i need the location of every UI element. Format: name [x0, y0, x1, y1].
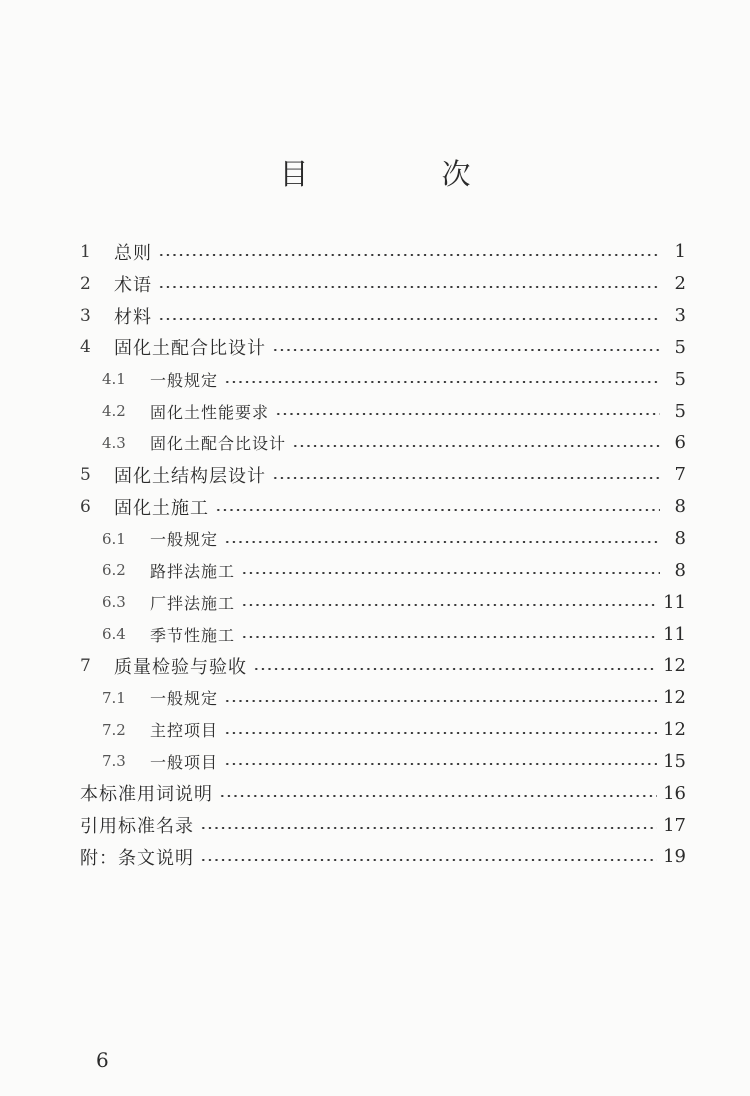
toc-entry-label: 引用标准名录 [80, 816, 194, 838]
toc-entry[interactable] [80, 523, 686, 555]
toc-leader-dots [253, 668, 657, 670]
toc-leader-dots [272, 349, 660, 351]
toc-entry-label: 一般规定 [150, 370, 219, 390]
toc-entry[interactable] [80, 427, 686, 459]
toc-leader-dots [224, 700, 657, 702]
toc-entry-page: 3 [674, 305, 686, 327]
toc-leader-dots [215, 509, 660, 511]
toc-entry-page: 11 [663, 623, 686, 645]
toc-entry-label: 主控项目 [150, 721, 219, 741]
toc-entry-page: 7 [674, 464, 686, 486]
toc-entry-label: 厂拌法施工 [150, 593, 236, 613]
toc-entry-label: 质量检验与验收 [114, 656, 247, 678]
toc-leader-dots [224, 763, 657, 765]
toc-entry-number: 6 [80, 496, 91, 517]
toc-entry-number: 4.1 [102, 370, 126, 389]
toc-entry-page: 6 [674, 432, 686, 454]
toc-entry-label: 材料 [114, 306, 152, 328]
toc-entry[interactable] [80, 268, 686, 300]
toc-entry-number: 5 [80, 464, 91, 485]
toc-entry-label: 固化土配合比设计 [150, 434, 287, 454]
toc-entry-number: 7 [80, 655, 91, 676]
toc-leader-dots [158, 286, 660, 288]
toc-entry-label: 一般规定 [150, 530, 219, 550]
toc-entry[interactable] [80, 841, 686, 873]
toc-entry-page: 19 [663, 846, 686, 868]
toc-entry-page: 11 [663, 591, 686, 613]
toc-leader-dots [224, 541, 660, 543]
toc-entry[interactable] [80, 809, 686, 841]
toc-entry-page: 5 [674, 400, 686, 422]
toc-entry[interactable] [80, 714, 686, 746]
toc-entry[interactable] [80, 618, 686, 650]
toc-entry-page: 1 [674, 241, 686, 263]
page-number: 6 [96, 1048, 109, 1072]
toc-entry-page: 8 [674, 496, 686, 518]
toc-entry[interactable] [80, 554, 686, 586]
toc-leader-dots [200, 827, 657, 829]
toc-leader-dots [292, 445, 660, 447]
toc-leader-dots [241, 572, 660, 574]
toc-entry-number: 6.1 [102, 529, 126, 548]
toc-leader-dots [241, 636, 657, 638]
toc-entry-label: 固化土施工 [114, 497, 209, 519]
toc-leader-dots [241, 604, 657, 606]
toc-leader-dots [219, 795, 657, 797]
toc-entry-number: 4 [80, 337, 91, 358]
toc-leader-dots [158, 254, 660, 256]
toc-entry-number: 7.2 [102, 720, 126, 739]
toc-entry-label: 术语 [114, 274, 152, 296]
toc-entry-label: 一般项目 [150, 752, 219, 772]
toc-entry-page: 12 [663, 719, 686, 741]
toc-entry-number: 6.3 [102, 593, 126, 612]
toc-leader-dots [272, 477, 660, 479]
table-of-contents [80, 236, 686, 873]
toc-entry-label: 固化土性能要求 [150, 402, 270, 422]
toc-entry-page: 16 [663, 782, 686, 804]
toc-entry-page: 15 [663, 750, 686, 772]
toc-entry[interactable] [80, 395, 686, 427]
toc-leader-dots [275, 413, 660, 415]
toc-entry[interactable] [80, 491, 686, 523]
page-title: 目 次 [279, 157, 523, 191]
toc-entry-page: 17 [663, 814, 686, 836]
toc-entry-label: 固化土结构层设计 [114, 465, 266, 487]
toc-entry-number: 2 [80, 273, 91, 294]
toc-entry-label: 季节性施工 [150, 625, 236, 645]
toc-entry[interactable] [80, 363, 686, 395]
toc-entry[interactable] [80, 300, 686, 332]
toc-entry-label: 总则 [114, 242, 152, 264]
toc-entry[interactable] [80, 332, 686, 364]
toc-entry-number: 7.1 [102, 688, 126, 707]
toc-entry-page: 5 [674, 368, 686, 390]
toc-entry-number: 3 [80, 305, 91, 326]
toc-entry-number: 7.3 [102, 752, 126, 771]
toc-entry-page: 8 [674, 528, 686, 550]
toc-entry-number: 4.3 [102, 433, 126, 452]
toc-entry[interactable] [80, 650, 686, 682]
toc-entry-page: 12 [663, 687, 686, 709]
toc-entry-label: 本标准用词说明 [80, 784, 213, 806]
toc-leader-dots [224, 732, 657, 734]
toc-entry-page: 2 [674, 273, 686, 295]
toc-leader-dots [200, 859, 657, 861]
toc-leader-dots [158, 318, 660, 320]
toc-entry[interactable] [80, 236, 686, 268]
toc-entry[interactable] [80, 459, 686, 491]
toc-entry[interactable] [80, 586, 686, 618]
toc-entry-label: 一般规定 [150, 689, 219, 709]
toc-entry[interactable] [80, 777, 686, 809]
toc-entry-page: 5 [674, 336, 686, 358]
toc-entry-label: 固化土配合比设计 [114, 338, 266, 360]
toc-entry-number: 1 [80, 241, 91, 262]
toc-entry[interactable] [80, 746, 686, 778]
toc-entry-page: 8 [674, 559, 686, 581]
toc-entry-number: 6.2 [102, 561, 126, 580]
toc-leader-dots [224, 381, 660, 383]
toc-entry-number: 6.4 [102, 625, 126, 644]
toc-entry-label: 路拌法施工 [150, 561, 236, 581]
toc-entry-number: 4.2 [102, 402, 126, 421]
toc-entry[interactable] [80, 682, 686, 714]
toc-entry-label: 附：条文说明 [80, 847, 194, 869]
toc-entry-page: 12 [663, 655, 686, 677]
